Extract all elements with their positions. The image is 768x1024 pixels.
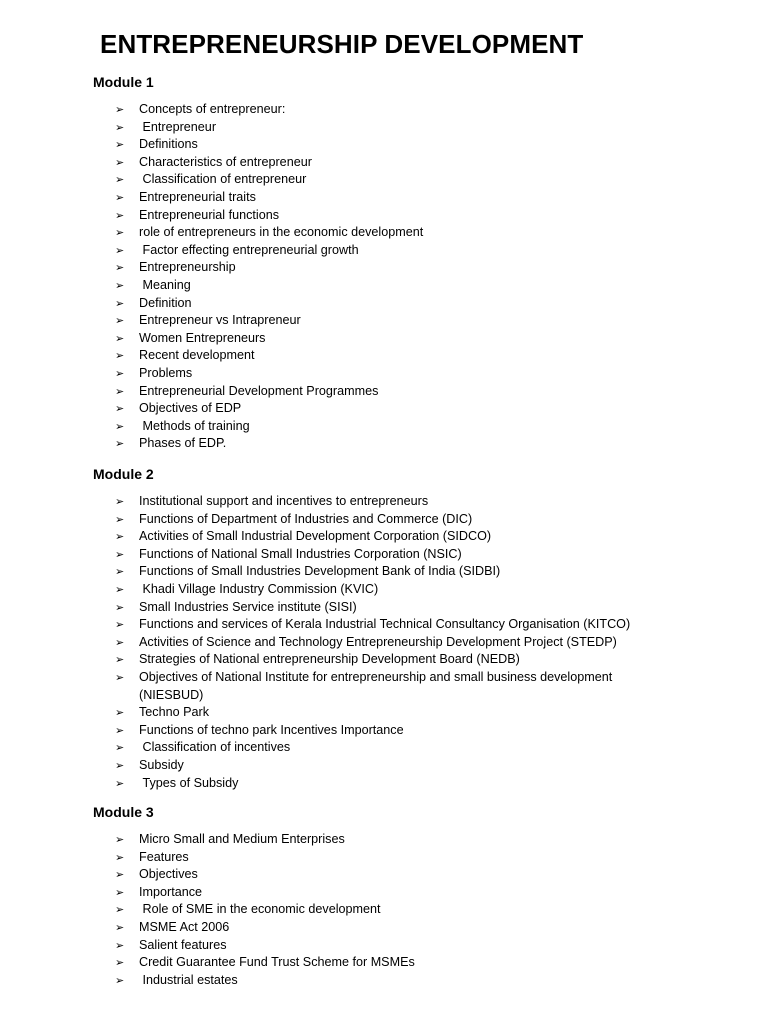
arrowhead-bullet-icon: ➢ (115, 758, 125, 772)
arrowhead-bullet-icon: ➢ (115, 402, 125, 416)
arrowhead-bullet-icon: ➢ (115, 920, 125, 934)
topic-item (0, 704, 768, 722)
arrowhead-bullet-icon: ➢ (115, 956, 125, 970)
topic-item (0, 901, 768, 919)
arrowhead-bullet-icon: ➢ (115, 582, 125, 596)
arrowhead-bullet-icon: ➢ (115, 155, 125, 169)
topic-item (0, 295, 768, 313)
topic-text: Salient features (139, 937, 227, 952)
topic-item (0, 739, 768, 757)
arrowhead-bullet-icon: ➢ (115, 723, 125, 737)
topic-text: Khadi Village Industry Commission (KVIC) (139, 581, 379, 596)
topic-item (0, 493, 768, 511)
topic-text: Functions of Department of Industries and Commerce (DIC) (139, 511, 473, 526)
topic-text: Entrepreneur (139, 119, 217, 134)
topic-item (0, 651, 768, 669)
topic-text: role of entrepreneurs in the economic development (139, 225, 424, 240)
arrowhead-bullet-icon: ➢ (115, 243, 125, 257)
arrowhead-bullet-icon: ➢ (115, 120, 125, 134)
topic-text: Objectives of EDP (139, 401, 242, 416)
topic-item (0, 418, 768, 436)
topic-text: Types of Subsidy (139, 775, 239, 790)
topic-text: Classification of incentives (139, 740, 291, 755)
topic-item (0, 136, 768, 154)
topic-text: Strategies of National entrepreneurship Development Board (NEDB) (139, 652, 520, 667)
topic-text: Industrial estates (139, 972, 238, 987)
topic-text: Phases of EDP. (139, 436, 227, 451)
arrowhead-bullet-icon: ➢ (115, 565, 125, 579)
arrowhead-bullet-icon: ➢ (115, 850, 125, 864)
topic-item (0, 634, 768, 652)
arrowhead-bullet-icon: ➢ (115, 173, 125, 187)
topic-text: Classification of entrepreneur (139, 172, 307, 187)
arrowhead-bullet-icon: ➢ (115, 776, 125, 790)
arrowhead-bullet-icon: ➢ (115, 495, 125, 508)
topic-item (0, 581, 768, 599)
topic-text: Objectives of National Institute for entrepreneurship and small business development (NIESBUD) (139, 669, 616, 702)
topic-item (0, 866, 768, 884)
topic-item (0, 383, 768, 401)
topic-text: Objectives (139, 867, 198, 882)
topic-text: Concepts of entrepreneur: (139, 102, 286, 116)
module-2-heading: Module 2 (93, 466, 154, 482)
arrowhead-bullet-icon: ➢ (115, 885, 125, 899)
topic-item (0, 277, 768, 295)
topic-item (0, 224, 768, 242)
arrowhead-bullet-icon: ➢ (115, 670, 125, 684)
topic-item (0, 669, 768, 704)
topic-item (0, 919, 768, 937)
arrowhead-bullet-icon: ➢ (115, 226, 125, 240)
topic-text: Functions of National Small Industries Corporation (NSIC) (139, 546, 462, 561)
topic-text: Institutional support and incentives to entrepreneurs (139, 494, 429, 508)
topic-item (0, 972, 768, 990)
topic-text: Meaning (139, 277, 191, 292)
arrowhead-bullet-icon: ➢ (115, 419, 125, 433)
topic-text: Definition (139, 295, 192, 310)
arrowhead-bullet-icon: ➢ (115, 278, 125, 292)
topic-text: Features (139, 849, 189, 864)
topic-text: Activities of Small Industrial Development Corporation (SIDCO) (139, 529, 492, 544)
topic-text: Small Industries Service institute (SISI) (139, 599, 357, 614)
topic-text: Problems (139, 365, 193, 380)
topic-text: Credit Guarantee Fund Trust Scheme for MSMEs (139, 955, 415, 970)
topic-item (0, 101, 768, 119)
topic-item (0, 722, 768, 740)
arrowhead-bullet-icon: ➢ (115, 706, 125, 720)
topic-item (0, 937, 768, 955)
arrowhead-bullet-icon: ➢ (115, 530, 125, 544)
topic-item (0, 119, 768, 137)
topic-item (0, 330, 768, 348)
topic-text: Activities of Science and Technology Entrepreneurship Development Project (STEDP) (139, 634, 617, 649)
arrowhead-bullet-icon: ➢ (115, 653, 125, 667)
module-2-topic-list (0, 493, 768, 792)
topic-item (0, 563, 768, 581)
topic-text: MSME Act 2006 (139, 919, 230, 934)
topic-text: Importance (139, 884, 202, 899)
arrowhead-bullet-icon: ➢ (115, 903, 125, 917)
topic-text: Entrepreneurship (139, 260, 236, 275)
arrowhead-bullet-icon: ➢ (115, 138, 125, 152)
arrowhead-bullet-icon: ➢ (115, 103, 125, 116)
topic-item (0, 757, 768, 775)
topic-item (0, 831, 768, 849)
topic-text: Entrepreneurial traits (139, 189, 256, 204)
topic-item (0, 347, 768, 365)
arrowhead-bullet-icon: ➢ (115, 261, 125, 275)
arrowhead-bullet-icon: ➢ (115, 349, 125, 363)
topic-text: Factor effecting entrepreneurial growth (139, 242, 359, 257)
topic-item (0, 599, 768, 617)
topic-text: Functions and services of Kerala Industrial Technical Consultancy Organisation (KITCO) (139, 617, 631, 632)
arrowhead-bullet-icon: ➢ (115, 938, 125, 952)
topic-item (0, 365, 768, 383)
topic-item (0, 259, 768, 277)
topic-item (0, 546, 768, 564)
topic-text: Definitions (139, 137, 198, 152)
topic-item (0, 511, 768, 529)
topic-item (0, 849, 768, 867)
topic-item (0, 400, 768, 418)
arrowhead-bullet-icon: ➢ (115, 314, 125, 328)
topic-text: Entrepreneurial Development Programmes (139, 383, 379, 398)
topic-text: Role of SME in the economic development (139, 902, 381, 917)
topic-item (0, 435, 768, 453)
arrowhead-bullet-icon: ➢ (115, 833, 125, 846)
arrowhead-bullet-icon: ➢ (115, 366, 125, 380)
topic-item (0, 207, 768, 225)
topic-text: Women Entrepreneurs (139, 330, 266, 345)
arrowhead-bullet-icon: ➢ (115, 600, 125, 614)
arrowhead-bullet-icon: ➢ (115, 437, 125, 451)
module-3-topic-list (0, 831, 768, 989)
arrowhead-bullet-icon: ➢ (115, 190, 125, 204)
topic-text: Entrepreneur vs Intrapreneur (139, 313, 301, 328)
arrowhead-bullet-icon: ➢ (115, 384, 125, 398)
module-3-heading: Module 3 (93, 804, 154, 820)
topic-text: Methods of training (139, 418, 250, 433)
module-1-topic-list (0, 101, 768, 453)
topic-text: Functions of techno park Incentives Importance (139, 722, 404, 737)
topic-item (0, 312, 768, 330)
topic-text: Characteristics of entrepreneur (139, 154, 312, 169)
arrowhead-bullet-icon: ➢ (115, 973, 125, 987)
arrowhead-bullet-icon: ➢ (115, 208, 125, 222)
topic-item (0, 528, 768, 546)
document-title: ENTREPRENEURSHIP DEVELOPMENT (100, 29, 584, 59)
arrowhead-bullet-icon: ➢ (115, 618, 125, 632)
topic-text: Micro Small and Medium Enterprises (139, 832, 345, 846)
topic-item (0, 884, 768, 902)
topic-item (0, 775, 768, 793)
topic-text: Subsidy (139, 757, 184, 772)
topic-item (0, 954, 768, 972)
topic-item (0, 616, 768, 634)
arrowhead-bullet-icon: ➢ (115, 741, 125, 755)
arrowhead-bullet-icon: ➢ (115, 512, 125, 526)
topic-text: Techno Park (139, 705, 210, 720)
topic-text: Recent development (139, 348, 255, 363)
topic-item (0, 154, 768, 172)
arrowhead-bullet-icon: ➢ (115, 331, 125, 345)
arrowhead-bullet-icon: ➢ (115, 296, 125, 310)
topic-item (0, 242, 768, 260)
arrowhead-bullet-icon: ➢ (115, 868, 125, 882)
topic-text: Entrepreneurial functions (139, 207, 280, 222)
module-1-heading: Module 1 (93, 74, 154, 90)
arrowhead-bullet-icon: ➢ (115, 635, 125, 649)
topic-item (0, 171, 768, 189)
topic-item (0, 189, 768, 207)
topic-text: Functions of Small Industries Development Bank of India (SIDBI) (139, 564, 501, 579)
arrowhead-bullet-icon: ➢ (115, 547, 125, 561)
